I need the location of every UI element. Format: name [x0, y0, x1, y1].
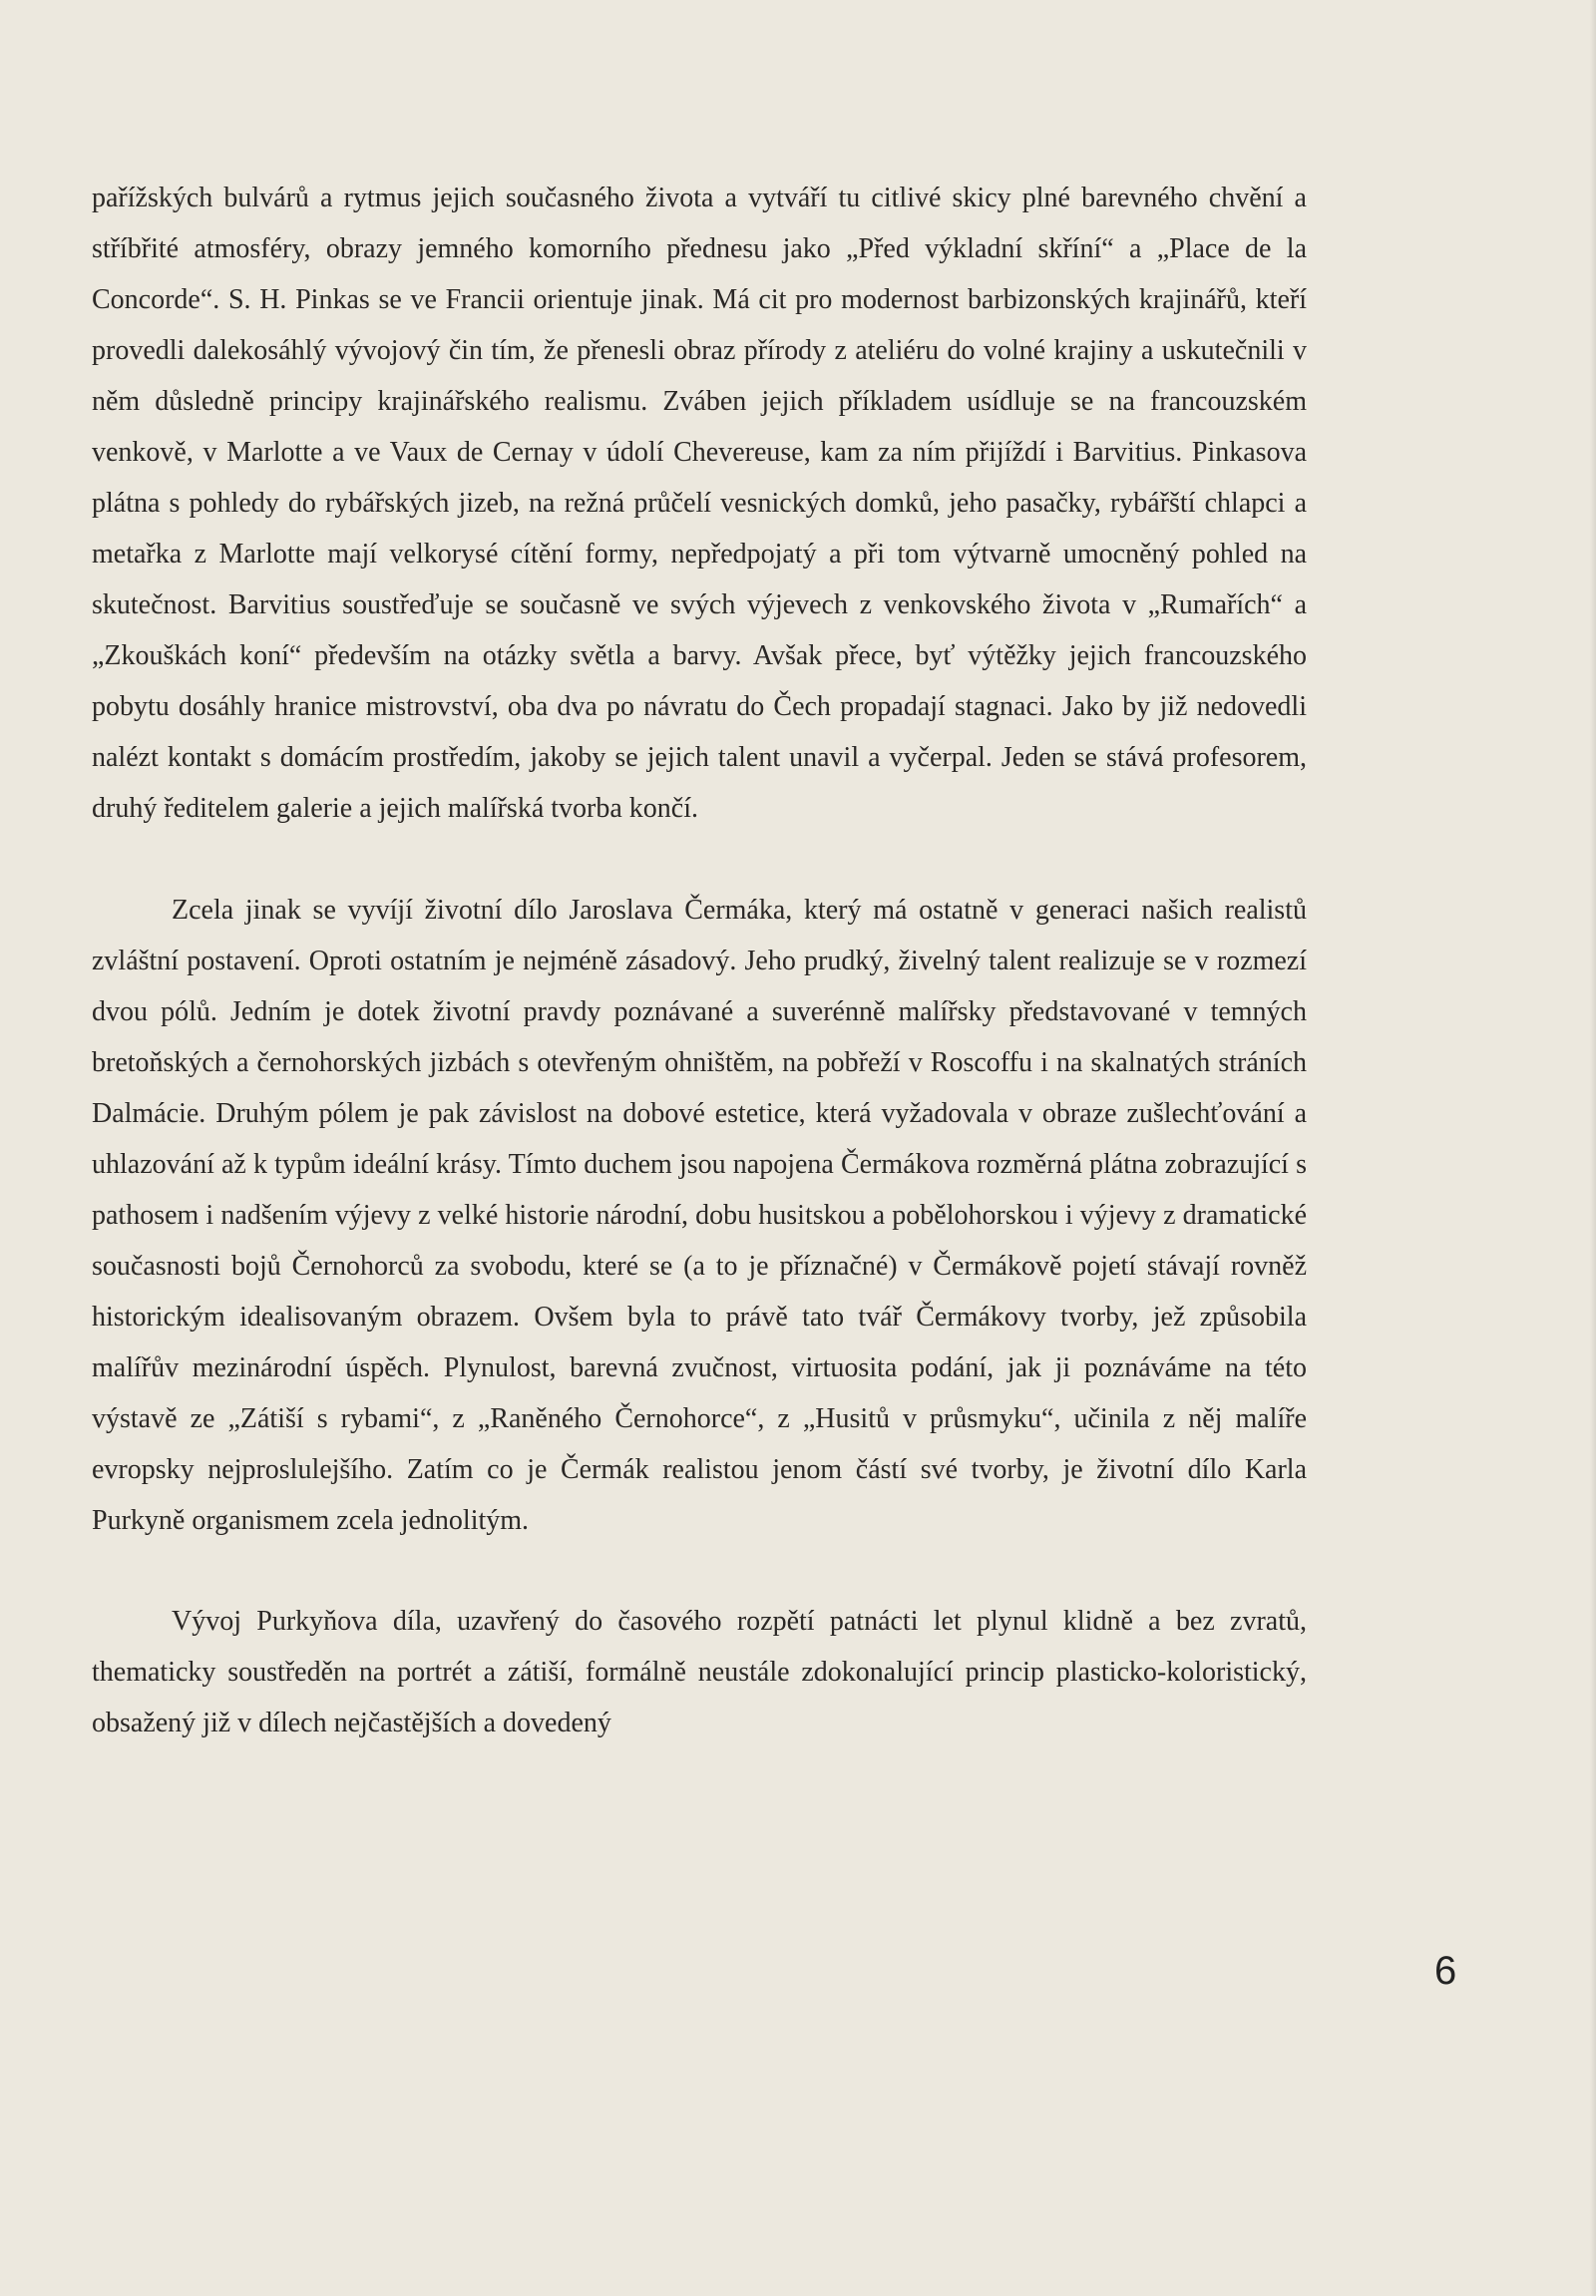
body-text — [92, 173, 1307, 1748]
paragraph-gap — [92, 834, 1307, 885]
paragraph-1: pařížských bulvárů a rytmus jejich současného života a vytváří tu citlivé skicy plné barevného chvění a stříbřité atmosféry, obrazy jemného komorního přednesu jako „Před výkladní skříní“ a „Place de la Concorde“. S. H. Pinkas se ve Francii orientuje jinak. Má cit pro modernost barbizonských krajinářů, kteří provedli dalekosáhlý vývojový čin tím, že přenesli obraz přírody z ateliéru do volné krajiny a uskutečnili v něm důsledně principy krajinářského realismu. Zváben jejich příkladem usídluje se na francouzském venkově, v Marlotte a ve Vaux de Cernay v údolí Chevereuse, kam za ním přijíždí i Barvitius. Pinkasova plátna s pohledy do rybářských jizeb, na režná průčelí vesnických domků, jeho pasačky, rybářští chlapci a metařka z Marlotte mají velkorysé cítění formy, nepředpojatý a při tom výtvarně umocněný pohled na skutečnost. Barvitius soustřeďuje se současně ve svých výjevech z venkovského života v „Rumařích“ a „Zkouškách koní“ především na otázky světla a barvy. Avšak přece, byť výtěžky jejich francouzského pobytu dosáhly hranice mistrovství, oba dva po návratu do Čech propadají stagnaci. Jako by již nedovedli nalézt kontakt s domácím prostředím, jakoby se jejich talent unavil a vyčerpal. Jeden se stává profesorem, druhý ředitelem galerie a jejich malířská tvorba končí. — [92, 183, 1307, 824]
page-number: 6 — [1434, 1949, 1457, 1993]
paragraph-3: Vývoj Purkyňova díla, uzavřený do časového rozpětí patnácti let plynul klidně a bez zvratů, thematicky soustředěn na portrét a zátiší, formálně neustále zdokonalující princip plasticko-koloristický, obsažený již v dílech nejčastějších a dovedený — [92, 1606, 1307, 1738]
paragraph-gap — [92, 1546, 1307, 1596]
page-edge-shadow — [1590, 0, 1596, 2296]
paragraph-2: Zcela jinak se vyvíjí životní dílo Jaroslava Čermáka, který má ostatně v generaci našich realistů zvláštní postavení. Oproti ostatním je nejméně zásadový. Jeho prudký, živelný talent realizuje se v rozmezí dvou pólů. Jedním je dotek životní pravdy poznávané a suverénně malířsky představované v temných bretoňských a černohorských jizbách s otevřeným ohništěm, na pobřeží v Roscoffu i na skalnatých stráních Dalmácie. Druhým pólem je pak závislost na dobové estetice, která vyžadovala v obraze zušlechťování a uhlazování až k typům ideální krásy. Tímto duchem jsou napojena Čermákova rozměrná plátna zobrazující s pathosem i nadšením výjevy z velké historie národní, dobu husitskou a pobělohorskou i výjevy z dramatické současnosti bojů Černohorců za svobodu, které se (a to je příznačné) v Čermákově pojetí stávají rovněž historickým idealisovaným obrazem. Ovšem byla to právě tato tvář Čermákovy tvorby, jež způsobila malířův mezinárodní úspěch. Plynulost, barevná zvučnost, virtuosita podání, jak ji poznáváme na této výstavě ze „Zátiší s rybami“, z „Raněného Černohorce“, z „Husitů v průsmyku“, učinila z něj malíře evropsky nejproslulejšího. Zatím co je Čermák realistou jenom částí své tvorby, je životní dílo Karla Purkyně organismem zcela jednolitým. — [92, 895, 1307, 1536]
